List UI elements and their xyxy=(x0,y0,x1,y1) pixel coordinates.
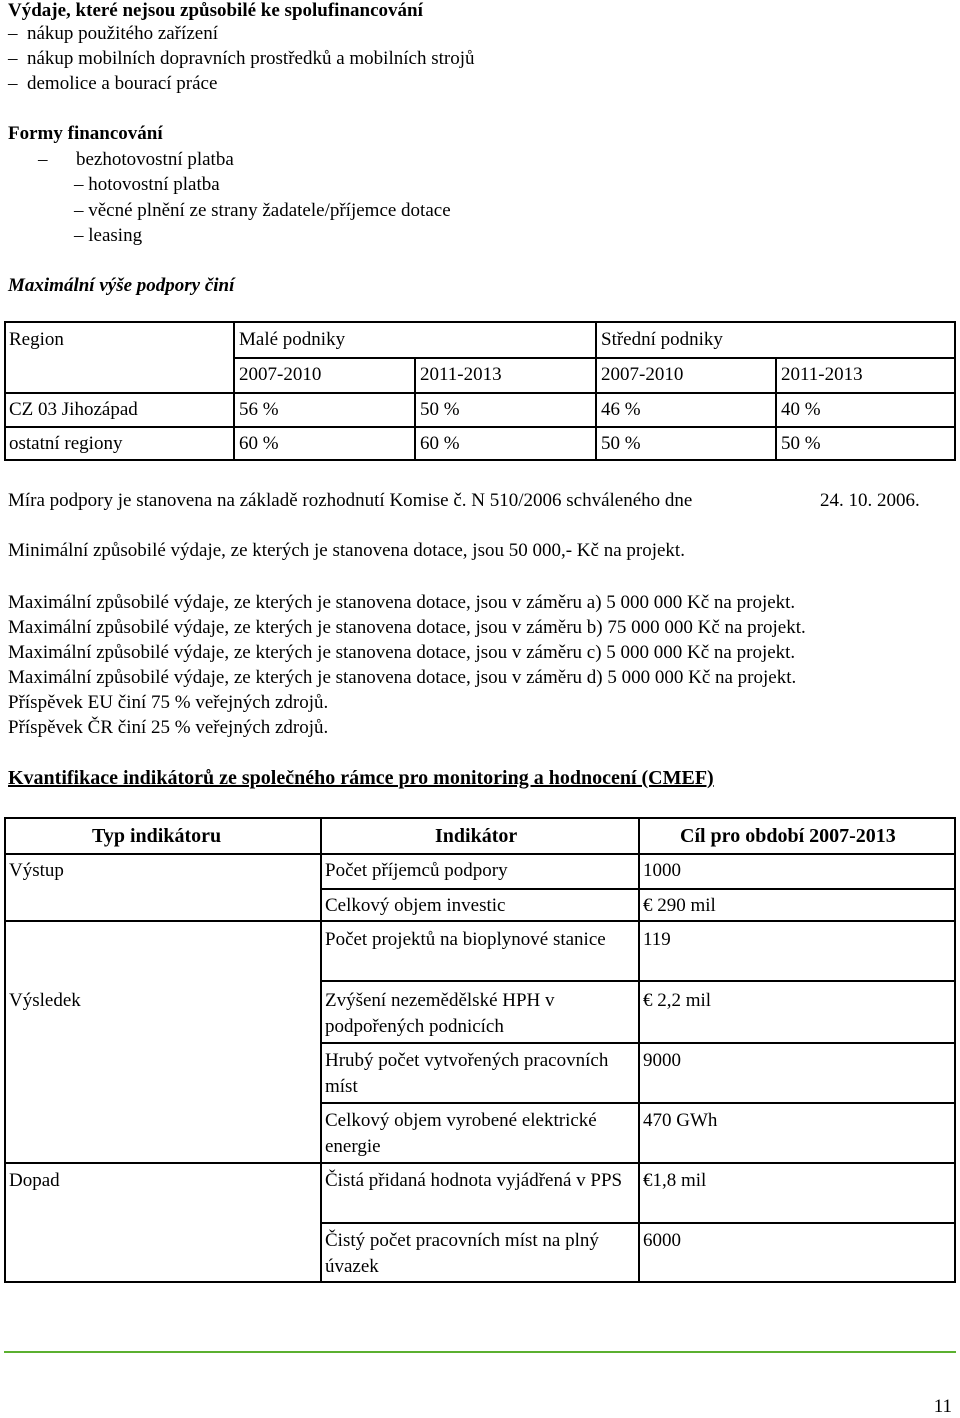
indicator-name: Čistý počet pracovních míst na plný úvazek xyxy=(325,1230,599,1277)
table-divider xyxy=(320,1102,954,1104)
row-value: 60 % xyxy=(420,433,460,454)
paragraph-line: Maximální způsobilé výdaje, ze kterých je stanovena dotace, jsou v záměru c) 5 000 000 Kč na projekt. xyxy=(8,642,796,663)
eligible-item-2: – nákup mobilních dopravních prostředků a mobilních strojů xyxy=(8,48,475,69)
period-medium-2: 2011-2013 xyxy=(781,364,863,385)
indicator-target: € 290 mil xyxy=(643,895,716,916)
row-value: 50 % xyxy=(420,399,460,420)
forms-item-text: věcné plnění ze strany žadatele/příjemce dotace xyxy=(88,200,451,221)
period-medium-1: 2007-2010 xyxy=(601,364,684,385)
row-region: ostatní regiony xyxy=(9,433,123,454)
table-divider xyxy=(320,1222,954,1224)
table-divider xyxy=(233,323,235,459)
row-region: CZ 03 Jihozápad xyxy=(9,399,138,420)
indicator-target: 119 xyxy=(643,929,671,950)
eligible-item-text: demolice a bourací práce xyxy=(27,73,218,94)
eligible-item-1: – nákup použitého zařízení xyxy=(8,23,218,44)
indicator-target: €1,8 mil xyxy=(643,1170,707,1191)
period-small-1: 2007-2010 xyxy=(239,364,322,385)
table-divider xyxy=(320,888,954,890)
paragraph-line: Maximální způsobilé výdaje, ze kterých je stanovena dotace, jsou v záměru d) 5 000 000 Kč na projekt. xyxy=(8,667,797,688)
indicator-target: 6000 xyxy=(643,1230,681,1251)
page-number: 11 xyxy=(933,1396,952,1417)
footer-rule xyxy=(4,1351,956,1353)
cmef-heading: Kvantifikace indikátorů ze společného rámce pro monitoring a hodnocení (CMEF) xyxy=(8,767,714,789)
max-support-heading: Maximální výše podpory činí xyxy=(8,275,235,296)
paragraph-commission-decision: Míra podpory je stanovena na základě rozhodnutí Komise č. N 510/2006 schváleného dne xyxy=(8,490,693,511)
col-target: Cíl pro období 2007-2013 xyxy=(680,825,896,847)
indicator-name: Čistá přidaná hodnota vyjádřená v PPS xyxy=(325,1170,623,1191)
table-divider xyxy=(6,392,954,394)
table-divider xyxy=(414,359,416,459)
paragraph-line: Příspěvek ČR činí 25 % veřejných zdrojů. xyxy=(8,717,329,738)
row-value: 60 % xyxy=(239,433,279,454)
indicator-name: Počet projektů na bioplynové stanice xyxy=(325,929,606,950)
forms-item-4: – leasing xyxy=(74,225,143,246)
indicator-target: 1000 xyxy=(643,860,681,881)
indicator-type: Výsledek xyxy=(9,990,81,1011)
row-value: 46 % xyxy=(601,399,641,420)
indicator-name: Celkový objem investic xyxy=(325,895,506,916)
table-divider xyxy=(320,920,954,922)
eligible-heading: Výdaje, které nejsou způsobilé ke spolufinancování xyxy=(8,0,423,21)
table-divider xyxy=(6,1162,320,1164)
eligible-item-3: – demolice a bourací práce xyxy=(8,73,218,94)
indicator-target: 9000 xyxy=(643,1050,681,1071)
paragraph-line: Maximální způsobilé výdaje, ze kterých je stanovena dotace, jsou v záměru b) 75 000 000 Kč na projekt. xyxy=(8,617,806,638)
table-divider xyxy=(320,1162,954,1164)
forms-item-3: – věcné plnění ze strany žadatele/příjemce dotace xyxy=(74,200,451,221)
row-value: 50 % xyxy=(781,433,821,454)
forms-item-2: – hotovostní platba xyxy=(74,174,220,195)
col-type: Typ indikátoru xyxy=(92,825,222,847)
paragraph-decision-date: 24. 10. 2006. xyxy=(820,490,920,511)
forms-item-text: leasing xyxy=(88,225,143,246)
table-divider xyxy=(595,323,597,459)
table-divider xyxy=(6,426,954,428)
row-value: 50 % xyxy=(601,433,641,454)
forms-item-1: – bezhotovostní platba xyxy=(38,149,234,170)
indicator-name: Hrubý počet vytvořených pracovních míst xyxy=(325,1050,609,1097)
col-region: Region xyxy=(9,329,64,350)
support-table xyxy=(4,321,956,461)
col-indicator: Indikátor xyxy=(435,825,518,847)
row-value: 40 % xyxy=(781,399,821,420)
col-small: Malé podniky xyxy=(239,329,346,350)
indicator-name: Celkový objem vyrobené elektrické energie xyxy=(325,1110,597,1157)
period-small-2: 2011-2013 xyxy=(420,364,502,385)
indicator-name: Zvýšení nezemědělské HPH v podpořených podnicích xyxy=(325,990,555,1037)
table-divider xyxy=(320,1042,954,1044)
indicator-type: Dopad xyxy=(9,1170,60,1191)
cmef-table xyxy=(4,817,956,1283)
indicator-target: 470 GWh xyxy=(643,1110,718,1131)
eligible-item-text: nákup mobilních dopravních prostředků a mobilních strojů xyxy=(27,48,475,69)
table-divider xyxy=(6,853,954,855)
indicator-name: Počet příjemců podpory xyxy=(325,860,508,881)
eligible-item-text: nákup použitého zařízení xyxy=(27,23,218,44)
row-value: 56 % xyxy=(239,399,279,420)
indicator-type: Výstup xyxy=(9,860,64,881)
indicator-target: € 2,2 mil xyxy=(643,990,712,1011)
forms-item-text: hotovostní platba xyxy=(88,174,220,195)
forms-heading: Formy financování xyxy=(8,123,163,144)
forms-item-text: bezhotovostní platba xyxy=(76,149,234,170)
table-divider xyxy=(233,357,954,359)
paragraph-min-expenses: Minimální způsobilé výdaje, ze kterých je stanovena dotace, jsou 50 000,- Kč na projekt. xyxy=(8,540,685,561)
table-divider xyxy=(6,920,320,922)
col-medium: Střední podniky xyxy=(601,329,723,350)
table-divider xyxy=(775,359,777,459)
table-divider xyxy=(320,980,954,982)
paragraph-line: Maximální způsobilé výdaje, ze kterých je stanovena dotace, jsou v záměru a) 5 000 000 Kč na projekt. xyxy=(8,592,796,613)
paragraph-line: Příspěvek EU činí 75 % veřejných zdrojů. xyxy=(8,692,329,713)
